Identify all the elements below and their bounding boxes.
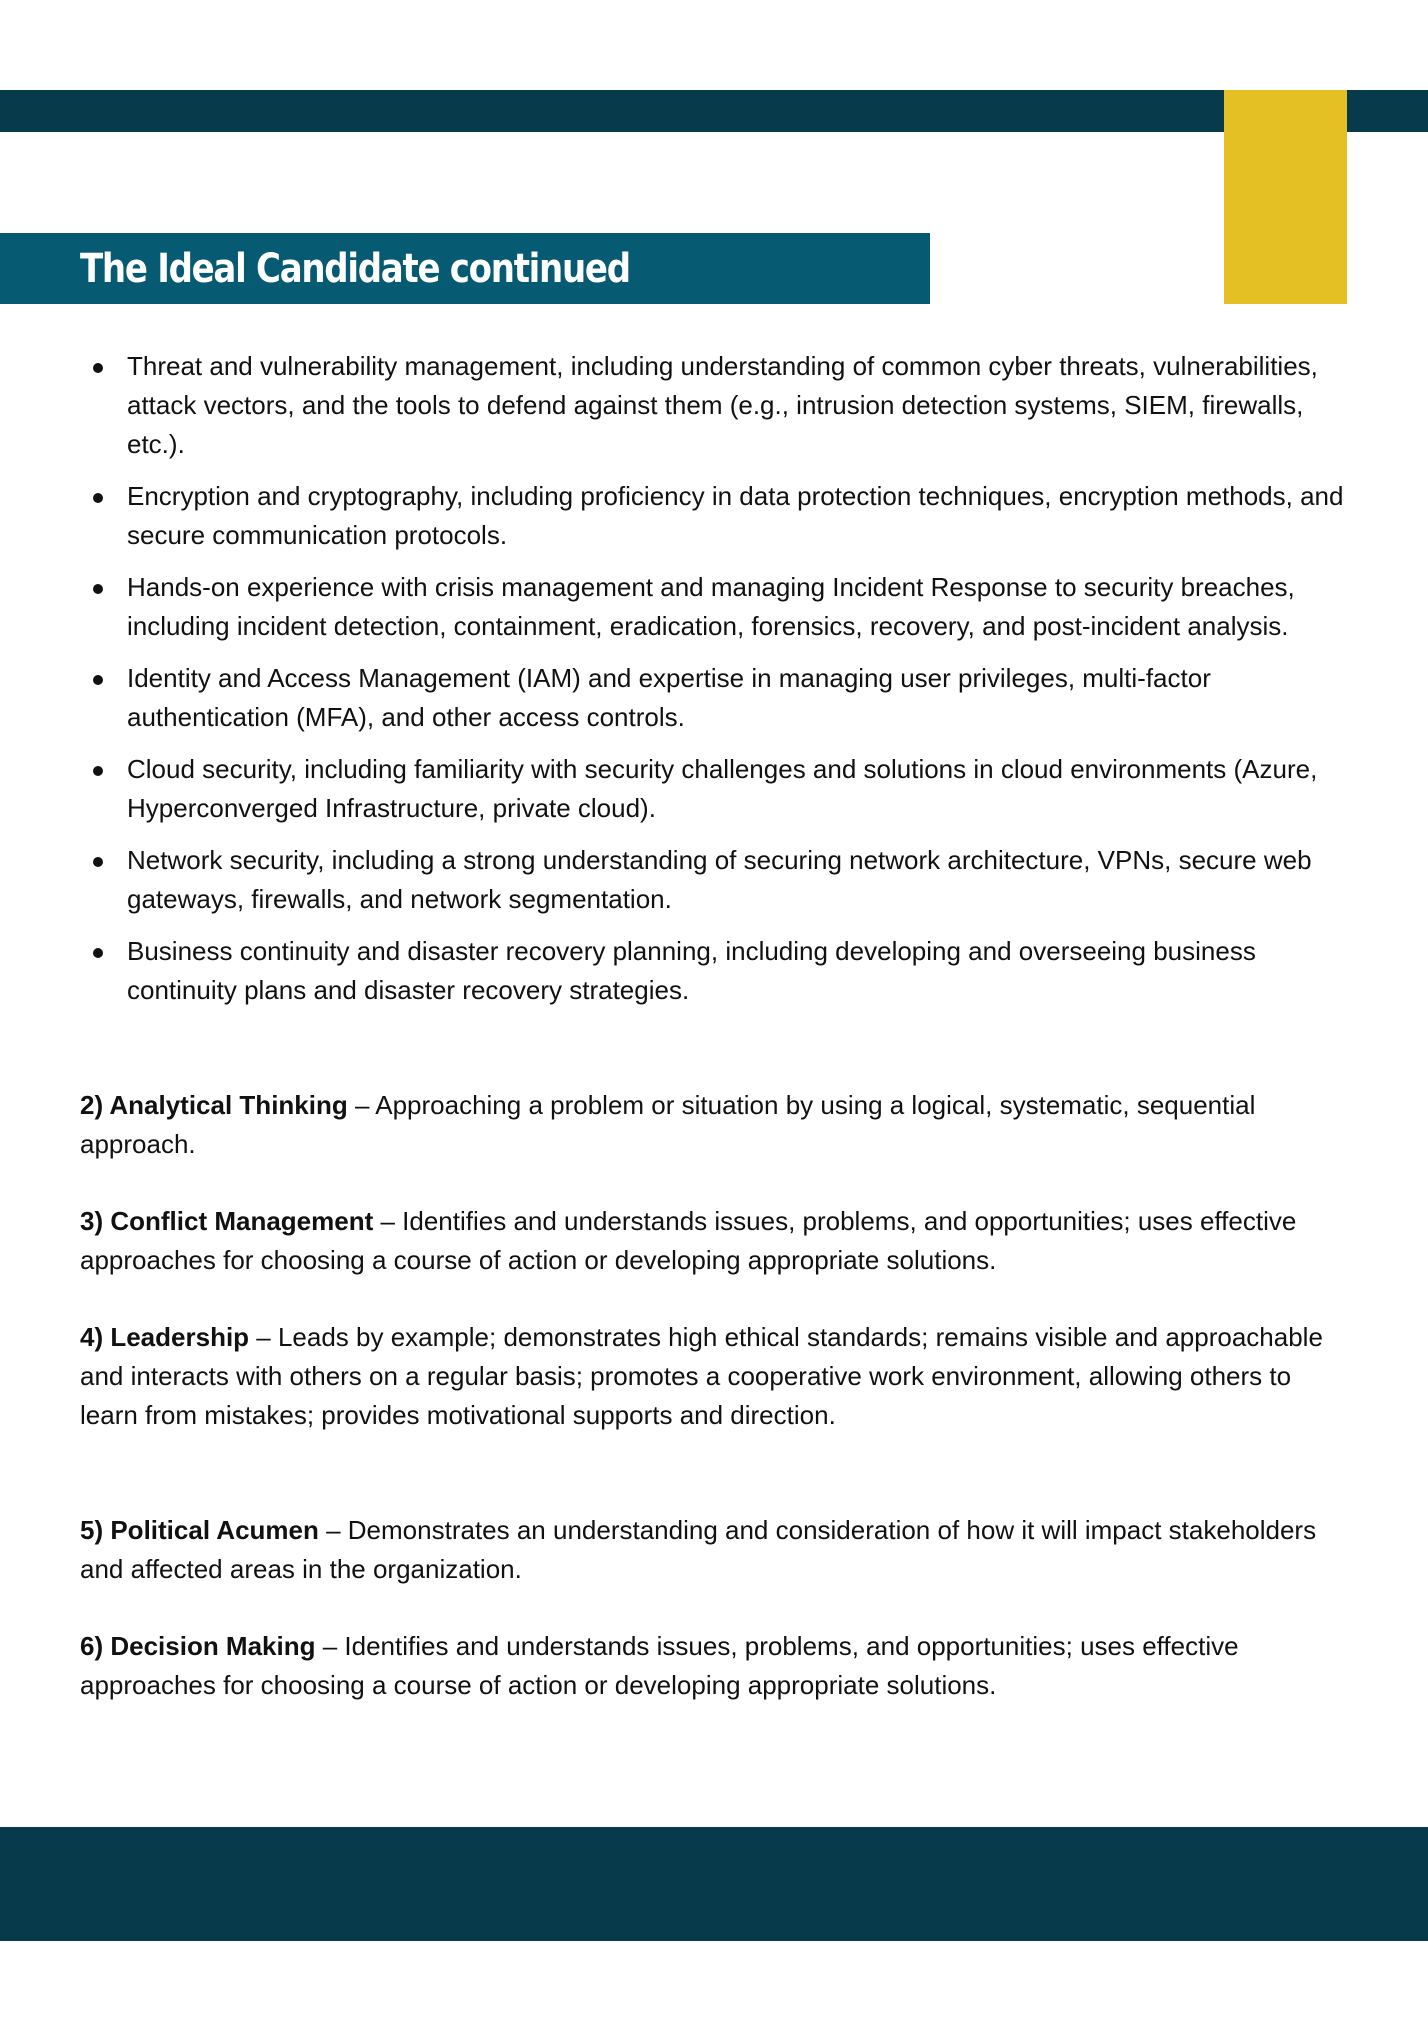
list-item: Identity and Access Management (IAM) and expertise in managing user privileges, multi-factor authentication (MFA), and other access controls. <box>80 659 1355 737</box>
section-conflict-management <box>80 1202 1355 1280</box>
list-item: Cloud security, including familiarity with security challenges and solutions in cloud environments (Azure, Hyperconverged Infrastructure, private cloud). <box>80 750 1355 828</box>
section-text: – Identifies and understands issues, problems, and opportunities; uses effective approaches for choosing a course of action or developing appropriate solutions. <box>80 1206 1297 1275</box>
section-heading: 3) Conflict Management <box>80 1206 374 1236</box>
section-text: – Leads by example; demonstrates high ethical standards; remains visible and approachable and interacts with others on a regular basis; promotes a cooperative work environment, allowing others to learn from mistakes; provides motivational supports and direction. <box>80 1322 1323 1430</box>
list-item: Encryption and cryptography, including proficiency in data protection techniques, encryption methods, and secure communication protocols. <box>80 477 1355 555</box>
bottom-footer-band <box>0 1827 1428 1941</box>
section-heading: 2) Analytical Thinking <box>80 1090 348 1120</box>
list-item: Network security, including a strong understanding of securing network architecture, VPNs, secure web gateways, firewalls, and network segmentation. <box>80 841 1355 919</box>
list-item: Business continuity and disaster recovery planning, including developing and overseeing business continuity plans and disaster recovery strategies. <box>80 932 1355 1010</box>
section-decision-making <box>80 1627 1355 1705</box>
skills-bullet-list <box>80 347 1355 1023</box>
section-leadership <box>80 1318 1355 1435</box>
section-heading: 4) Leadership <box>80 1322 250 1352</box>
section-analytical-thinking <box>80 1086 1355 1164</box>
section-text: – Identifies and understands issues, problems, and opportunities; uses effective approaches for choosing a course of action or developing appropriate solutions. <box>80 1631 1239 1700</box>
section-heading: 5) Political Acumen <box>80 1515 319 1545</box>
section-political-acumen <box>80 1511 1355 1589</box>
top-header-band <box>0 90 1428 132</box>
page-title: The Ideal Candidate continued <box>80 245 630 292</box>
gold-accent-block <box>1224 90 1347 304</box>
section-heading: 6) Decision Making <box>80 1631 316 1661</box>
list-item: Threat and vulnerability management, including understanding of common cyber threats, vulnerabilities, attack vectors, and the tools to defend against them (e.g., intrusion detection systems, SIEM, firewalls, etc.). <box>80 347 1355 464</box>
title-banner <box>0 233 930 304</box>
list-item: Hands-on experience with crisis management and managing Incident Response to security breaches, including incident detection, containment, eradication, forensics, recovery, and post-incident analysis. <box>80 568 1355 646</box>
section-text: – Approaching a problem or situation by using a logical, systematic, sequential approach. <box>80 1090 1256 1159</box>
section-text: – Demonstrates an understanding and consideration of how it will impact stakeholders and affected areas in the organization. <box>80 1515 1317 1584</box>
